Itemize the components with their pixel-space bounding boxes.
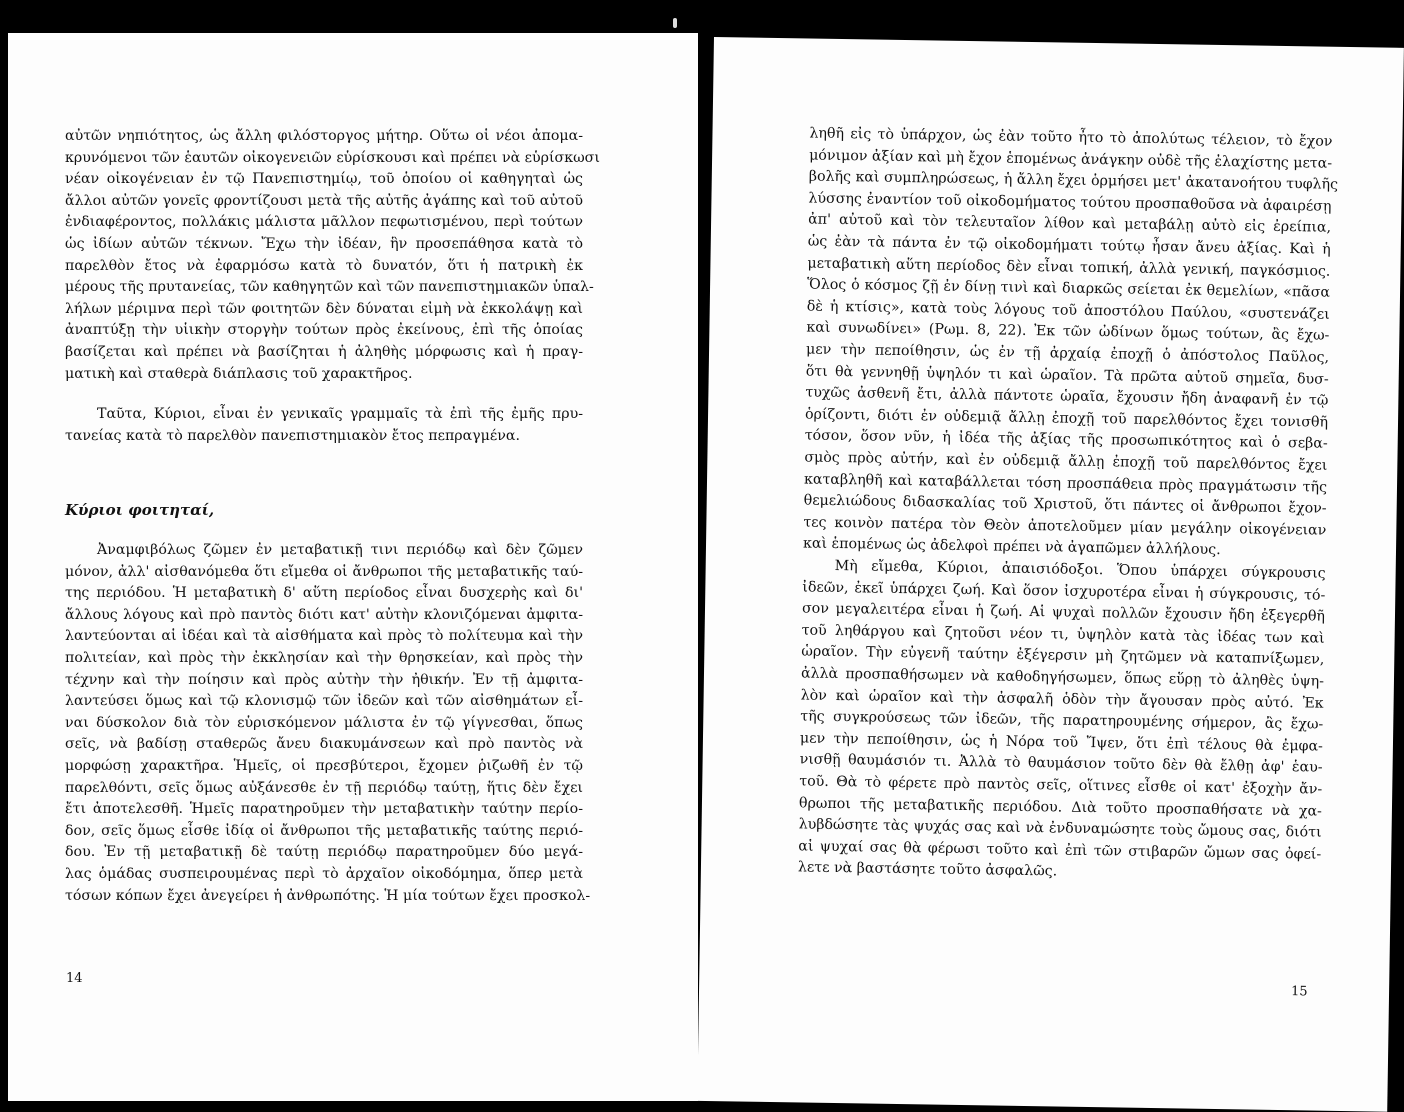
text-line: δον, σεῖς ὅμως εἶσθε ἰδίᾳ οἱ ἄνθρωποι τῆς μεταβατικῆς ταύτης περιό- — [65, 822, 583, 839]
right-page — [697, 37, 1404, 1112]
text-line: μέρους τῆς πρυτανείας, τῶν καθηγητῶν καὶ τῶν πανεπιστημιακῶν ὑπαλ- — [65, 279, 594, 296]
text-line: σμὸς πρὸς αὐτήν, καὶ ἐν οὐδεμιᾷ ἄλλῃ ἐποχῇ τοῦ παρελθόντος ἔχει — [804, 449, 1328, 474]
text-line: λύσσης ἐναντίον τοῦ οἰκοδομήματος τούτου προσπαθοῦσα νὰ ἀφαιρέσῃ — [808, 190, 1332, 215]
text-line: ἔτι ἀποτελεσθῆ. Ἡμεῖς παρατηροῦμεν τὴν μεταβατικὴν ταύτην περίο- — [65, 801, 583, 818]
text-line: νισθῇ θαυμάσιόν τι. Ἀλλὰ τὸ θαυμάσιον τοῦτο δὲν θὰ ἔλθῃ ἀφ' ἑαυ- — [799, 751, 1323, 776]
text-line: θεμελιώδους διδασκαλίας τοῦ Χριστοῦ, ὅτι πάντες οἱ ἄνθρωποι ἔχον- — [803, 492, 1327, 517]
spine-mark — [673, 18, 677, 28]
right-paragraph-2 — [798, 555, 1326, 887]
text-line: μόνιμον ἀξίαν καὶ μὴ ἔχον ἑπομένως ἀνάγκην οὐδὲ τῆς ἐλαχίστης μετα- — [809, 147, 1333, 172]
text-line: μεν τὴν πεποίθησιν, ὡς ἡ Νόρα τοῦ Ἴψεν, ὅτι ἐπὶ τέλους θὰ ἐμφα- — [799, 730, 1324, 755]
right-paragraph-1 — [802, 124, 1339, 564]
text-line: δὲ ἡ κτίσις», κατὰ τοὺς λόγους τοῦ ἀποστόλου Παύλου, «συστενάζει — [806, 298, 1330, 323]
text-line: λαντεύσει ὅμως καὶ τῷ κλονισμῷ τῶν ἰδεῶν καὶ τῶν αἰσθημάτων εἶ- — [65, 693, 583, 710]
text-line: παρελθόντι, σεῖς ὅμως αὐξάνεσθε ἐν τῇ περιόδῳ ταύτῃ, ἥτις δὲν ἔχει — [65, 779, 583, 796]
text-line: Μὴ εἴμεθα, Κύριοι, ἀπαισιόδοξοι. Ὅπου ὑπάρχει σύγκρουσις — [834, 557, 1326, 582]
text-line: αἱ ψυχαί σας θὰ φέρωσι τοῦτο καὶ ἐπὶ τῶν στιβαρῶν ὤμων σας ὀφεί- — [798, 838, 1322, 863]
text-line: ἐνδιαφέροντος, πολλάκις μάλιστα μᾶλλον πεφωτισμένου, περὶ τούτων — [65, 214, 583, 231]
text-line: παρελθὸν ἔτος νὰ ἐφαρμόσω κατὰ τὸ δυνατόν, ὅτι ἡ πατρικὴ ἐκ — [65, 257, 583, 274]
text-line: ἀναπτύξῃ τὴν υἱικὴν στοργὴν τούτων πρὸς ἐκείνους, ἐπὶ τῆς ὁποίας — [65, 322, 583, 339]
text-line: λετε νὰ βαστάσητε τοῦτο ἀσφαλῶς. — [797, 859, 1058, 880]
text-line: λυβδώσητε τὰς ψυχάς σας καὶ νὰ ἐνδυναμώσητε τοὺς ὤμους σας, διότι — [798, 816, 1322, 841]
text-line: τανείας κατὰ τὸ παρελθὸν πανεπιστημιακὸν ἔτος πεπραγμένα. — [65, 427, 520, 444]
text-line: σον μεγαλειτέρα εἶναι ἡ ζωή. Αἱ ψυχαὶ πολλῶν ἔχουσιν ἤδη ἐξεγερθῆ — [801, 600, 1326, 625]
text-line: καταβληθῆ καὶ καταβάλλεται τόση προσπάθεια πρὸς πραγμάτωσιν τῆς — [803, 470, 1328, 496]
text-line: ὡς ἐὰν τὰ πάντα ἐν τῷ οἰκοδομήματι τούτῳ ἦσαν ἄνευ ἀξίας. Καὶ ἡ — [807, 233, 1331, 258]
left-paragraph-1 — [65, 126, 600, 385]
text-line: λήλων μέριμνα περὶ τῶν φοιτητῶν δὲν δύναται εἰμὴ νὰ ἐκκολάψῃ καὶ — [65, 300, 583, 317]
text-line: τυχῶς ἀσθενῆ ἔτι, ἀλλὰ πάντοτε ὡραῖα, ἔχουσιν ἤδη ἀναφανῆ ἐν τῷ — [805, 384, 1329, 409]
text-line: ματικὴ καὶ σταθερὰ διάπλασις τοῦ χαρακτῆρος. — [65, 365, 413, 382]
text-line: ἄλλοι αὐτῶν γονεῖς φροντίζουσι μετὰ τῆς αὐτῆς ἀγάπης καὶ τοῦ αὐτοῦ — [65, 192, 583, 209]
text-line: αὐτῶν νηπιότητος, ὡς ἄλλη φιλόστοργος μήτηρ. Οὕτω οἱ νέοι ἀπομα- — [65, 128, 583, 144]
text-line: καὶ ἑπομένως ὡς ἀδελφοὶ πρέπει νὰ ἀγαπῶμεν ἀλλήλους. — [802, 535, 1221, 559]
text-line: ὡραῖον. Τὴν εὐγενῆ ταύτην ἐξέγερσιν μὴ ζητῶμεν νὰ καταπνίξωμεν, — [801, 643, 1325, 669]
text-line: δου. Ἐν τῇ μεταβατικῇ δὲ ταύτῃ περιόδῳ παρατηροῦμεν δύο μεγά- — [65, 844, 583, 861]
text-line: πολιτείαν, καὶ πρὸς τὴν ἐκκλησίαν καὶ τὴν θρησκείαν, καὶ πρὸς τὴν — [65, 649, 583, 666]
text-line: μορφώσῃ χαρακτῆρα. Ἡμεῖς, οἱ πρεσβύτεροι, ἔχομεν ῥιζωθῆ ἐν τῷ — [65, 757, 583, 774]
text-line: λας ὁμάδας συσπειρουμένας περὶ τὸ ἀρχαῖον οἰκοδόμημα, ὅπερ μετὰ — [65, 865, 583, 882]
text-line: τοῦ. Θὰ τὸ φέρετε πρὸ παντὸς σεῖς, οἵτινες εἶσθε οἱ κατ' ἐξοχὴν ἄν- — [799, 773, 1323, 798]
page-number-left: 14 — [66, 971, 83, 986]
text-line: τῆς συγκρούσεως τῶν ἰδεῶν, τῆς παρατηρουμένης σήμερον, ἂς ἔχω- — [800, 708, 1324, 733]
text-line: ἰδεῶν, ἐκεῖ ὑπάρχει ζωή. Καὶ ὅσον ἰσχυροτέρα εἶναι ἡ σύγκρουσις, τό- — [802, 579, 1326, 604]
text-line: μόνον, ἀλλ' αἰσθανόμεθα ὅτι εἴμεθα οἱ ἄνθρωποι τῆς μεταβατικῆς ταύ- — [65, 563, 583, 580]
left-page — [8, 33, 698, 1101]
text-line: Ταῦτα, Κύριοι, εἶναι ἐν γενικαῖς γραμμαῖς τὰ ἐπὶ τῆς ἐμῆς πρυ- — [97, 406, 583, 422]
section-heading: Κύριοι φοιτηταί, — [65, 501, 215, 519]
text-line: μεν τὴν πεποίθησιν, ὡς ἐν τῇ ἀρχαίᾳ ἐποχῇ ὁ ἀπόστολος Παῦλος, — [805, 341, 1330, 366]
text-line: ἄλλους λόγους καὶ πρὸ παντὸς διότι κατ' αὐτὴν κλονιζόμεναι ἀμφιτα- — [65, 606, 583, 623]
text-line: Ὅλος ὁ κόσμος ζῇ ἐν δίνῃ τινὶ καὶ διαρκῶς σείεται ἐκ θεμελίων, «πᾶσα — [806, 276, 1331, 301]
text-line: τόσον, ὅσον νῦν, ἡ ἰδέα τῆς ἀξίας τῆς προσωπικότητος καὶ ὁ σεβα- — [804, 427, 1328, 453]
text-line: τες κοινὸν πατέρα τὸν Θεὸν ἀποτελοῦμεν μίαν μεγάλην οἰκογένειαν — [803, 514, 1327, 539]
text-line: ληθῆ εἰς τὸ ὑπάρχον, ὡς ἐὰν τοῦτο ἦτο τὸ ἀπολύτως τέλειον, τὸ ἔχον — [809, 125, 1333, 150]
left-paragraph-2 — [65, 404, 583, 447]
text-line: λὸν καὶ ὡραῖον καὶ τὴν ἀσφαλῆ ὁδὸν τὴν ἄγουσαν πρὸς αὐτό. Ἐκ — [800, 687, 1324, 712]
text-line: λαντεύονται αἱ ἰδέαι καὶ τὰ αἰσθήματα καὶ πρὸς τὸ πολίτευμα καὶ τὴν — [65, 628, 583, 645]
text-line: βασίζεται καὶ πρέπει νὰ βασίζηται ἡ ἀληθὴς μόρφωσις καὶ ἡ πραγ- — [65, 343, 583, 360]
text-line: βολῆς καὶ συμπληρώσεως, ἡ ἄλλη ἔχει ὁρμήσει μετ' ἀκατανοήτου τυφλῆς — [808, 168, 1339, 194]
text-line: καὶ συνωδίνει» (Ρωμ. 8, 22). Ἐκ τῶν ὠδίνων ὅμως τούτων, ἂς ἔχω- — [806, 319, 1330, 345]
text-line: ὁρίζοντι, διότι ἐν οὐδεμιᾷ ἄλλῃ ἐποχῇ τοῦ παρελθόντος ἔχει τονισθῆ — [804, 406, 1329, 431]
text-line: θρωποι τῆς μεταβατικῆς περιόδου. Διὰ τοῦτο προσπαθήσατε νὰ χα- — [798, 794, 1323, 820]
text-line: μεταβατικὴ αὕτη περίοδος δὲν εἶναι τοπική, ἀλλὰ γενική, παγκόσμιος. — [807, 255, 1331, 280]
text-line: ὡς ἰδίων αὐτῶν τέκνων. Ἔχω τὴν ἰδέαν, ἣν προσεπάθησα κατὰ τὸ — [65, 235, 583, 252]
text-line: Ἀναμφιβόλως ζῶμεν ἐν μεταβατικῇ τινι περιόδῳ καὶ δὲν ζῶμεν — [97, 542, 583, 558]
text-line: τέχνην καὶ τὴν ποίησιν καὶ πρὸς αὐτὴν τὴν ἠθικήν. Ἐν τῇ ἀμφιτα- — [65, 671, 583, 688]
text-line: τόσων κόπων ἔχει ἀνεγείρει ἡ ἀνθρωπότης. Ἡ μία τούτων ἔχει προσκολ- — [65, 887, 591, 904]
left-paragraph-3 — [65, 540, 591, 907]
text-line: σεῖς, νὰ βαδίσῃ σταθερῶς ἄνευ διακυμάνσεων καὶ πρὸ παντὸς νὰ — [65, 736, 583, 753]
page-number-right: 15 — [1290, 984, 1308, 1000]
text-line: ὅτι θὰ γεννηθῇ ὑψηλόν τι καὶ ὡραῖον. Τὰ πρῶτα αὐτοῦ σημεῖα, δυσ- — [805, 363, 1329, 388]
text-line: τοῦ ληθάργου καὶ ζητοῦσι νέον τι, ὑψηλὸν κατὰ τὰς ἰδέας των καὶ — [801, 622, 1325, 647]
text-line: της περιόδου. Ἡ μεταβατικὴ δ' αὕτη περίοδος εἶναι δυσχερὴς καὶ δι' — [65, 585, 583, 602]
text-line: νέαν οἰκογένειαν ἐν τῷ Πανεπιστημίῳ, τοῦ ὁποίου οἱ καθηγηταὶ ὡς — [65, 171, 583, 188]
text-line: ἀλλὰ προσπαθήσωμεν νὰ καθοδηγήσωμεν, ὅπως εὕρῃ τὸ ἀληθὲς ὑψη- — [800, 665, 1325, 690]
text-line: ναι δύσκολον διὰ τὸν εὑρισκόμενον μάλιστα ἐν τῷ γίγνεσθαι, ὅπως — [65, 714, 583, 731]
text-line: κρυνόμενοι τῶν ἑαυτῶν οἰκογενειῶν εὑρίσκουσι καὶ πρέπει νὰ εὑρίσκωσι — [65, 149, 600, 166]
text-line: ἀπ' αὐτοῦ καὶ τὸν τελευταῖον λίθον καὶ μεταβάλῃ αὐτὸ εἰς ἐρείπια, — [808, 211, 1332, 237]
